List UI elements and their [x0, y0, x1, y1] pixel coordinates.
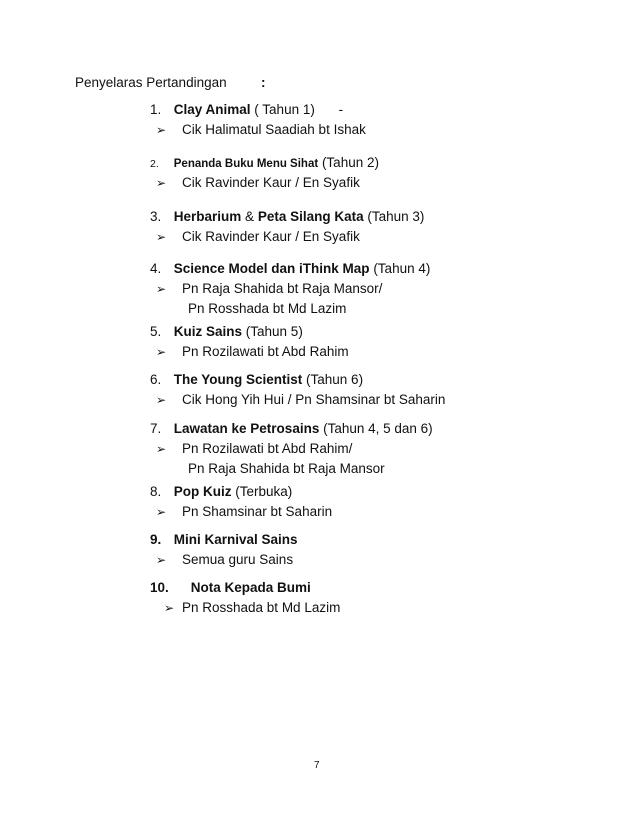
competition-item-8: [150, 482, 332, 522]
arrow-bullet-icon: ➢: [156, 345, 167, 359]
item-title: Lawatan ke Petrosains: [173, 421, 320, 436]
competition-item-10: [150, 578, 340, 618]
item-joiner: &: [241, 209, 258, 224]
coordinator-name: Pn Raja Shahida bt Raja Mansor: [188, 461, 385, 476]
item-year: (Tahun 2): [318, 155, 379, 170]
competition-item-1: [150, 100, 366, 140]
item-number: 5.: [150, 324, 162, 339]
item-number: 10.: [150, 580, 169, 595]
arrow-bullet-icon: ➢: [164, 601, 175, 615]
arrow-bullet-icon: ➢: [156, 230, 167, 244]
coordinator-name: Cik Halimatul Saadiah bt Ishak: [182, 122, 366, 137]
item-title: Pop Kuiz: [173, 484, 232, 499]
arrow-bullet-icon: ➢: [156, 553, 167, 567]
item-year: (Tahun 6): [302, 372, 364, 387]
item-number: 2.: [150, 158, 159, 170]
item-dash: -: [338, 102, 344, 117]
item-title: Penanda Buku Menu Sihat: [173, 158, 319, 170]
arrow-bullet-icon: ➢: [156, 282, 167, 296]
item-title: Nota Kepada Bumi: [190, 580, 311, 595]
coordinator-name: Pn Rozilawati bt Abd Rahim/: [182, 441, 353, 456]
coordinator-name: Cik Ravinder Kaur / En Syafik: [182, 175, 360, 190]
item-number: 6.: [150, 372, 162, 387]
coordinator-heading: [75, 75, 266, 90]
arrow-bullet-icon: ➢: [156, 442, 167, 456]
competition-item-9: [150, 530, 298, 570]
arrow-bullet-icon: ➢: [156, 123, 167, 137]
item-number: 3.: [150, 209, 162, 224]
item-number: 1.: [150, 102, 162, 117]
coordinator-name: Pn Raja Shahida bt Raja Mansor/: [182, 281, 383, 296]
item-title: Herbarium: [173, 209, 242, 224]
arrow-bullet-icon: ➢: [156, 505, 167, 519]
coordinator-name: Pn Rosshada bt Md Lazim: [182, 600, 341, 615]
coordinator-name: Cik Ravinder Kaur / En Syafik: [182, 229, 360, 244]
item-number: 8.: [150, 484, 162, 499]
item-number: 9.: [150, 532, 162, 547]
item-title: Mini Karnival Sains: [173, 532, 298, 547]
item-year: (Tahun 4, 5 dan 6): [319, 421, 433, 436]
competition-item-6: [150, 370, 445, 410]
heading-label: Penyelaras Pertandingan: [75, 75, 227, 90]
competition-item-4: [150, 259, 430, 319]
item-title: Science Model dan iThink Map: [173, 261, 370, 276]
item-title: Clay Animal: [173, 102, 251, 117]
item-year: (Tahun 4): [369, 261, 431, 276]
arrow-bullet-icon: ➢: [156, 176, 167, 190]
item-year: (Terbuka): [231, 484, 293, 499]
coordinator-name: Cik Hong Yih Hui / Pn Shamsinar bt Saharin: [182, 392, 446, 407]
item-title-2: Peta Silang Kata: [257, 209, 364, 224]
item-year: (Tahun 5): [242, 324, 303, 339]
arrow-bullet-icon: ➢: [156, 393, 167, 407]
page-number: 7: [314, 760, 320, 771]
item-number: 7.: [150, 421, 162, 436]
heading-colon: :: [261, 75, 266, 90]
competition-item-7: [150, 419, 433, 479]
item-title: Kuiz Sains: [173, 324, 243, 339]
item-title: The Young Scientist: [173, 372, 303, 387]
coordinator-name: Pn Rosshada bt Md Lazim: [188, 301, 347, 316]
item-year: (Tahun 3): [363, 209, 425, 224]
competition-item-2: [150, 153, 379, 193]
coordinator-name: Pn Rozilawati bt Abd Rahim: [182, 344, 349, 359]
competition-item-3: [150, 207, 424, 247]
coordinator-name: Pn Shamsinar bt Saharin: [182, 504, 333, 519]
competition-item-5: [150, 322, 349, 362]
coordinator-name: Semua guru Sains: [182, 552, 294, 567]
item-number: 4.: [150, 261, 162, 276]
item-year: ( Tahun 1): [250, 102, 315, 117]
